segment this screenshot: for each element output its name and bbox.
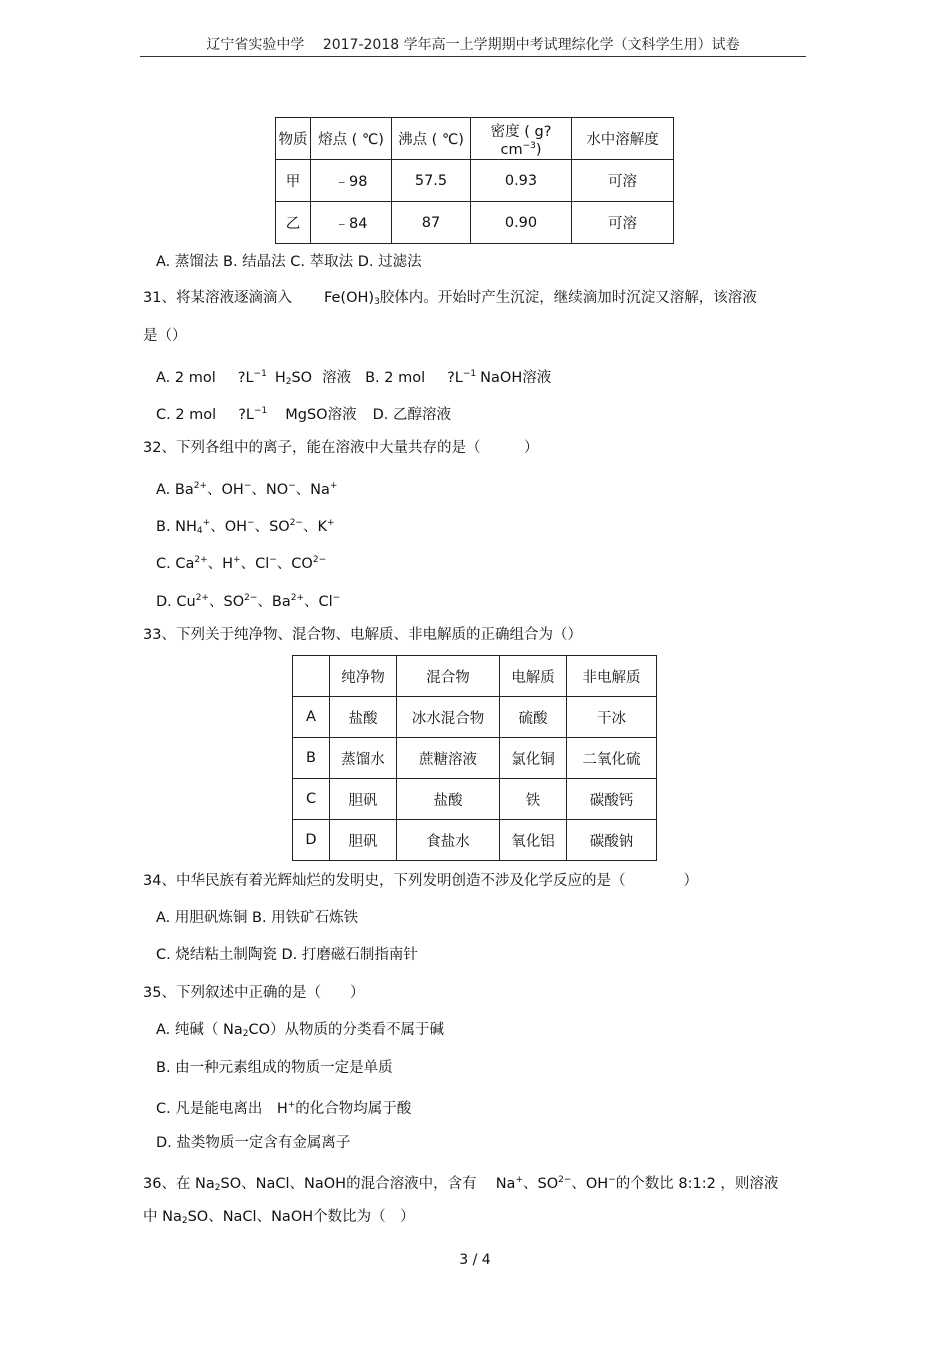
page-header: 辽宁省实验中学 2017-2018 学年高一上学期期中考试理综化学（文科学生用）试卷 — [206, 37, 740, 53]
th-substance: 物质 — [276, 118, 311, 160]
classification-table: 纯净物 混合物 电解质 非电解质 A 盐酸 冰水混合物 硫酸 干冰 B 蒸馏水 蔗糖溶液 氯化铜 二氧化硫 C 胆矾 盐酸 铁 碳酸钙 D 胆矾 食盐水 氧化铝 碳酸钠 — [292, 655, 657, 861]
th-density: 密度 ( $g?cm^{-3}$) — [471, 118, 572, 160]
q35-option-a: A. 纯碱（ $Na_2CO$）从物质的分类看不属于碱 — [156, 1022, 445, 1039]
q31-stem-cont: 是（） — [143, 328, 187, 344]
table-row: A 盐酸 冰水混合物 硫酸 干冰 — [293, 697, 657, 738]
table-row: B 蒸馏水 蔗糖溶液 氯化铜 二氧化硫 — [293, 738, 657, 779]
q32-option-a: A. $Ba^{2+}$、OH−、NO−、Na+ — [156, 481, 338, 498]
header-rule — [140, 56, 806, 57]
q36-stem-cont: 中 $Na_2SO$、NaCl、NaOH个数比为（ ） — [143, 1209, 415, 1226]
q32-option-b: B. $NH_4^+$、OH−、$SO^{2-}$、K+ — [156, 518, 335, 536]
q32-option-d: D. $Cu^{2+}$、$SO^{2-}$、$Ba^{2+}$、Cl− — [156, 593, 341, 610]
q33-stem: 33、下列关于纯净物、混合物、电解质、非电解质的正确组合为（） — [143, 627, 582, 643]
table-row: D 胆矾 食盐水 氧化铝 碳酸钠 — [293, 820, 657, 861]
q36-stem: 36、在 $Na_2SO$、NaCl、NaOH的混合溶液中，含有 Na+、$SO^{2-}$、OH−的个数比 8:1:2 ，则溶液 — [143, 1175, 779, 1193]
table-row: 乙 ﹣84 87 0.90 可溶 — [276, 202, 674, 244]
page-number: 3 / 4 — [459, 1252, 491, 1268]
q35-option-b: B. 由一种元素组成的物质一定是单质 — [156, 1060, 393, 1076]
q32-option-c: C. $Ca^{2+}$、H+、Cl−、$CO^{2-}$ — [156, 555, 327, 572]
q31-option-cd: C. 2 mol $?L^{-1}$ MgSO溶液 D. 乙醇溶液 — [156, 406, 451, 423]
q35-option-c: C. 凡是能电离出 H+的化合物均属于酸 — [156, 1100, 412, 1117]
q31-stem: 31、将某溶液逐滴滴入 $Fe(OH)_3$胶体内。开始时产生沉淀，继续滴加时沉淀又溶解，该溶液 — [143, 290, 757, 307]
properties-table — [275, 117, 674, 244]
q32-stem: 32、下列各组中的离子，能在溶液中大量共存的是（ ） — [143, 440, 539, 456]
q30-options: A. 蒸馏法 B. 结晶法 C. 萃取法 D. 过滤法 — [156, 254, 422, 270]
q34-option-ab: A. 用胆矾炼铜 B. 用铁矿石炼铁 — [156, 910, 359, 926]
table-row: C 胆矾 盐酸 铁 碳酸钙 — [293, 779, 657, 820]
q35-stem: 35、下列叙述中正确的是（ ） — [143, 985, 365, 1001]
q35-option-d: D. 盐类物质一定含有金属离子 — [156, 1135, 351, 1151]
th-solubility: 水中溶解度 — [572, 118, 674, 160]
q31-option-ab: A. 2 mol $?L^{-1}$ $H_2SO$ 溶液 B. 2 mol $?L^{-1}$ NaOH溶液 — [156, 369, 552, 387]
table-row: 甲 ﹣98 57.5 0.93 可溶 — [276, 160, 674, 202]
q34-stem: 34、中华民族有着光辉灿烂的发明史，下列发明创造不涉及化学反应的是（ ） — [143, 873, 698, 889]
th-melting: 熔点 ( ℃) — [311, 118, 392, 160]
q34-option-cd: C. 烧结粘土制陶瓷 D. 打磨磁石制指南针 — [156, 947, 418, 963]
th-boiling: 沸点 ( ℃) — [392, 118, 471, 160]
